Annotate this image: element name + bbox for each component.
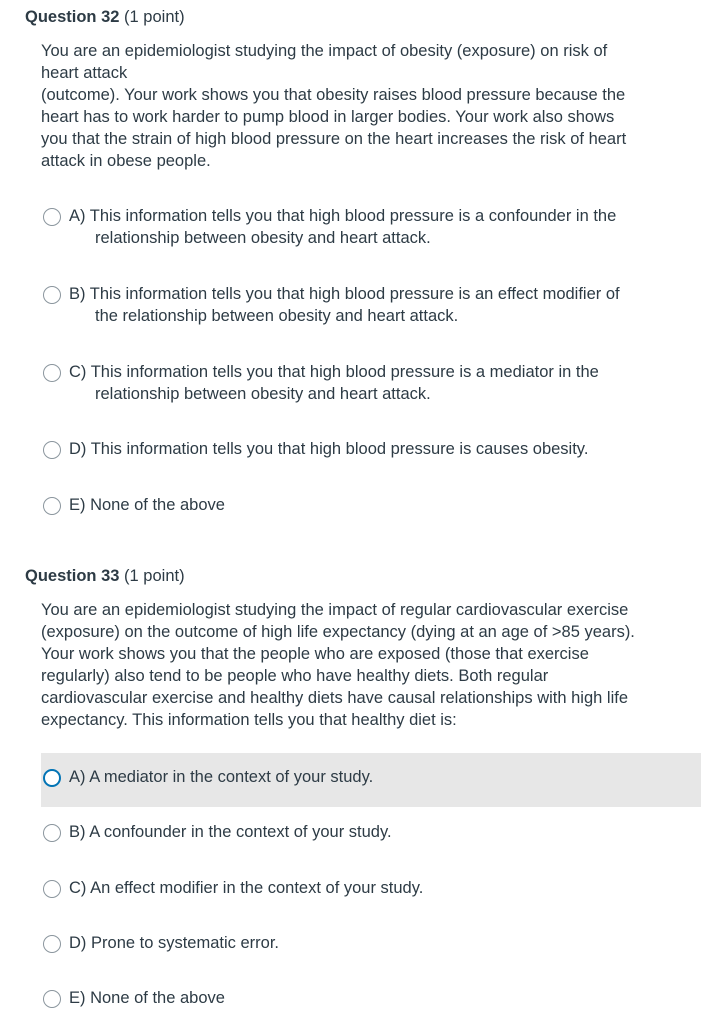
answer-option-a[interactable] [41, 205, 701, 257]
radio-button[interactable] [43, 441, 61, 459]
answer-label: This information tells you that high blood pressure is a mediator in the [90, 363, 599, 381]
question-text-line: expectancy. This information tells you that healthy diet is: [41, 711, 457, 729]
question-text-line: You are an epidemiologist studying the impact of regular cardiovascular exercise [41, 601, 629, 619]
radio-button[interactable] [43, 208, 61, 226]
answer-option-d[interactable] [41, 438, 701, 464]
question-text [41, 599, 706, 731]
question-text-line: (exposure) on the outcome of high life expectancy (dying at an age of >85 years). [41, 623, 635, 641]
answer-letter: E) [69, 496, 86, 514]
question-header [25, 8, 185, 27]
answer-option-e[interactable] [41, 494, 701, 520]
radio-button[interactable] [43, 497, 61, 515]
radio-button[interactable] [43, 824, 61, 842]
answer-label: None of the above [90, 496, 225, 514]
answer-label: An effect modifier in the context of your study. [90, 879, 424, 897]
answer-label: A confounder in the context of your study. [89, 823, 392, 841]
radio-button[interactable] [43, 769, 61, 787]
question-text-line: Your work shows you that the people who are exposed (those that exercise [41, 645, 589, 663]
question-text-line: heart attack [41, 64, 128, 82]
radio-button[interactable] [43, 990, 61, 1008]
answer-label: This information tells you that high blood pressure is an effect modifier of [89, 285, 620, 303]
answer-option-a[interactable] [41, 753, 701, 807]
answer-option-c[interactable] [41, 877, 701, 903]
answer-option-c[interactable] [41, 361, 701, 413]
answer-label: This information tells you that high blood pressure is a confounder in the [89, 207, 617, 225]
question-text-line: you that the strain of high blood pressure on the heart increases the risk of heart [41, 130, 627, 148]
answer-label: This information tells you that high blood pressure is causes obesity. [90, 440, 589, 458]
answer-label-continued: relationship between obesity and heart attack. [95, 229, 431, 247]
question-points: (1 point) [124, 567, 185, 585]
question-text-line: cardiovascular exercise and healthy diets have causal relationships with high life [41, 689, 628, 707]
answer-option-b[interactable] [41, 283, 701, 335]
answer-letter: D) [69, 440, 87, 458]
answer-label: None of the above [90, 989, 225, 1007]
answer-letter: A) [69, 768, 86, 786]
radio-button[interactable] [43, 286, 61, 304]
radio-button[interactable] [43, 880, 61, 898]
answer-option-d[interactable] [41, 932, 701, 958]
answer-label: A mediator in the context of your study. [89, 768, 374, 786]
question-text-line: You are an epidemiologist studying the impact of obesity (exposure) on risk of [41, 42, 608, 60]
question-title: Question 33 [25, 567, 120, 585]
answer-option-e[interactable] [41, 987, 701, 1013]
question-text-line: regularly) also tend to be people who have healthy diets. Both regular [41, 667, 549, 685]
answer-option-b[interactable] [41, 821, 701, 847]
answer-label-continued: relationship between obesity and heart attack. [95, 385, 431, 403]
question-text [41, 40, 706, 172]
question-text-line: attack in obese people. [41, 152, 211, 170]
question-text-line: heart has to work harder to pump blood in larger bodies. Your work also shows [41, 108, 615, 126]
answer-letter: A) [69, 207, 86, 225]
question-header [25, 567, 185, 586]
radio-button[interactable] [43, 364, 61, 382]
question-text-line: (outcome). Your work shows you that obesity raises blood pressure because the [41, 86, 626, 104]
answer-letter: D) [69, 934, 87, 952]
answer-label-continued: the relationship between obesity and heart attack. [95, 307, 459, 325]
answer-letter: C) [69, 879, 87, 897]
radio-button[interactable] [43, 935, 61, 953]
answer-letter: C) [69, 363, 87, 381]
question-points: (1 point) [124, 8, 185, 26]
question-title: Question 32 [25, 8, 120, 26]
answer-label: Prone to systematic error. [91, 934, 280, 952]
answer-letter: B) [69, 285, 86, 303]
answer-letter: E) [69, 989, 86, 1007]
answer-letter: B) [69, 823, 86, 841]
